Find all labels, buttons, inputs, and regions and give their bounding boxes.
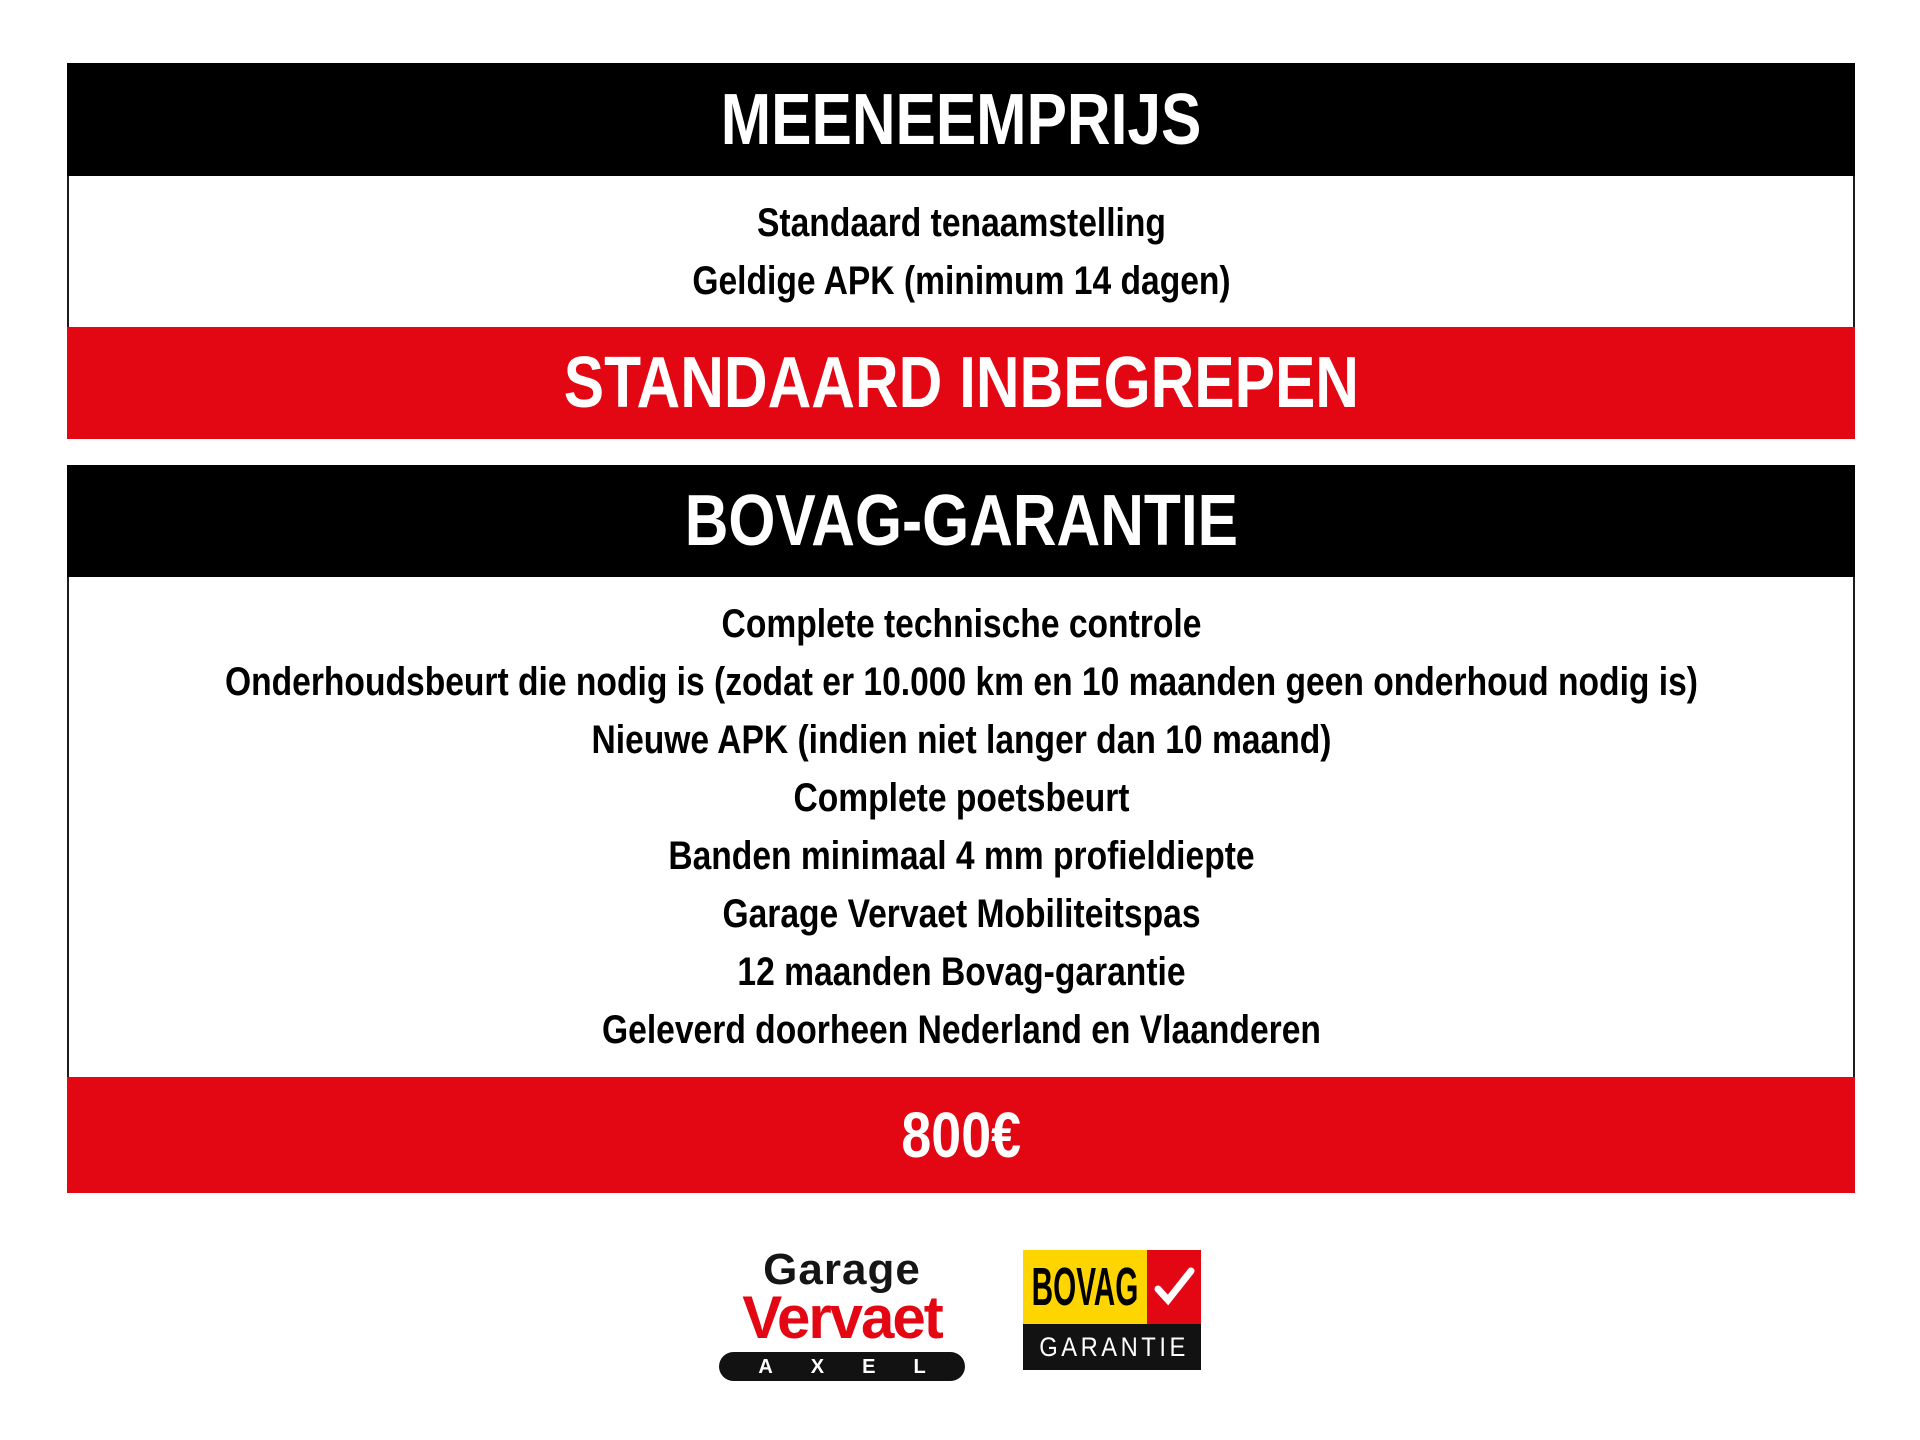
bovag-garantie-logo xyxy=(1023,1250,1201,1370)
body-line: Garage Vervaet Mobiliteitspas xyxy=(721,892,1201,936)
axel-badge xyxy=(719,1352,965,1381)
bovag-garantie-header-bar xyxy=(67,465,1855,577)
bovag-garantie-card xyxy=(67,465,1855,1193)
garage-word: Garage xyxy=(763,1245,921,1294)
axel-badge-label: AXEL xyxy=(758,1355,964,1378)
bovag-yellow-cell xyxy=(1023,1250,1147,1324)
bovag-word: BOVAG xyxy=(1031,1257,1139,1317)
price-label: 800€ xyxy=(901,1099,1021,1171)
body-line: Banden minimaal 4 mm profieldiepte xyxy=(667,834,1255,878)
bovag-logo-top xyxy=(1023,1250,1201,1324)
garage-vervaet-logo xyxy=(719,1245,965,1381)
standaard-inbegrepen-banner xyxy=(67,327,1855,439)
meeneemprijs-body-panel xyxy=(67,176,1855,327)
bovag-garantie-body-panel xyxy=(67,577,1855,1077)
standaard-inbegrepen-label: STANDAARD INBEGREPEN xyxy=(563,343,1359,423)
bovag-logo-bottom xyxy=(1023,1324,1201,1370)
body-line: Onderhoudsbeurt die nodig is (zodat er 10.000 km en 10 maanden geen onderhoud nodig is) xyxy=(224,660,1698,704)
meeneemprijs-title: MEENEEMPRIJS xyxy=(720,79,1202,160)
price-banner xyxy=(67,1077,1855,1193)
bovag-checkmark-icon xyxy=(1152,1267,1196,1307)
body-line: Nieuwe APK (indien niet langer dan 10 maand) xyxy=(591,718,1331,762)
body-line: Geldige APK (minimum 14 dagen) xyxy=(691,258,1231,303)
vervaet-word: Vervaet xyxy=(742,1284,942,1351)
meeneemprijs-header-bar xyxy=(67,63,1855,176)
meeneemprijs-card xyxy=(67,63,1855,439)
body-line: Standaard tenaamstelling xyxy=(756,200,1166,245)
body-line: Geleverd doorheen Nederland en Vlaanderen xyxy=(601,1008,1321,1052)
body-line: 12 maanden Bovag-garantie xyxy=(736,950,1186,994)
body-line: Complete poetsbeurt xyxy=(792,776,1130,820)
bovag-checkmark-cell xyxy=(1147,1250,1201,1324)
bovag-garantie-title: BOVAG-GARANTIE xyxy=(684,481,1238,561)
footer-logos xyxy=(0,1245,1920,1381)
garantie-word: GARANTIE xyxy=(1039,1331,1189,1362)
body-line: Complete technische controle xyxy=(721,602,1201,646)
